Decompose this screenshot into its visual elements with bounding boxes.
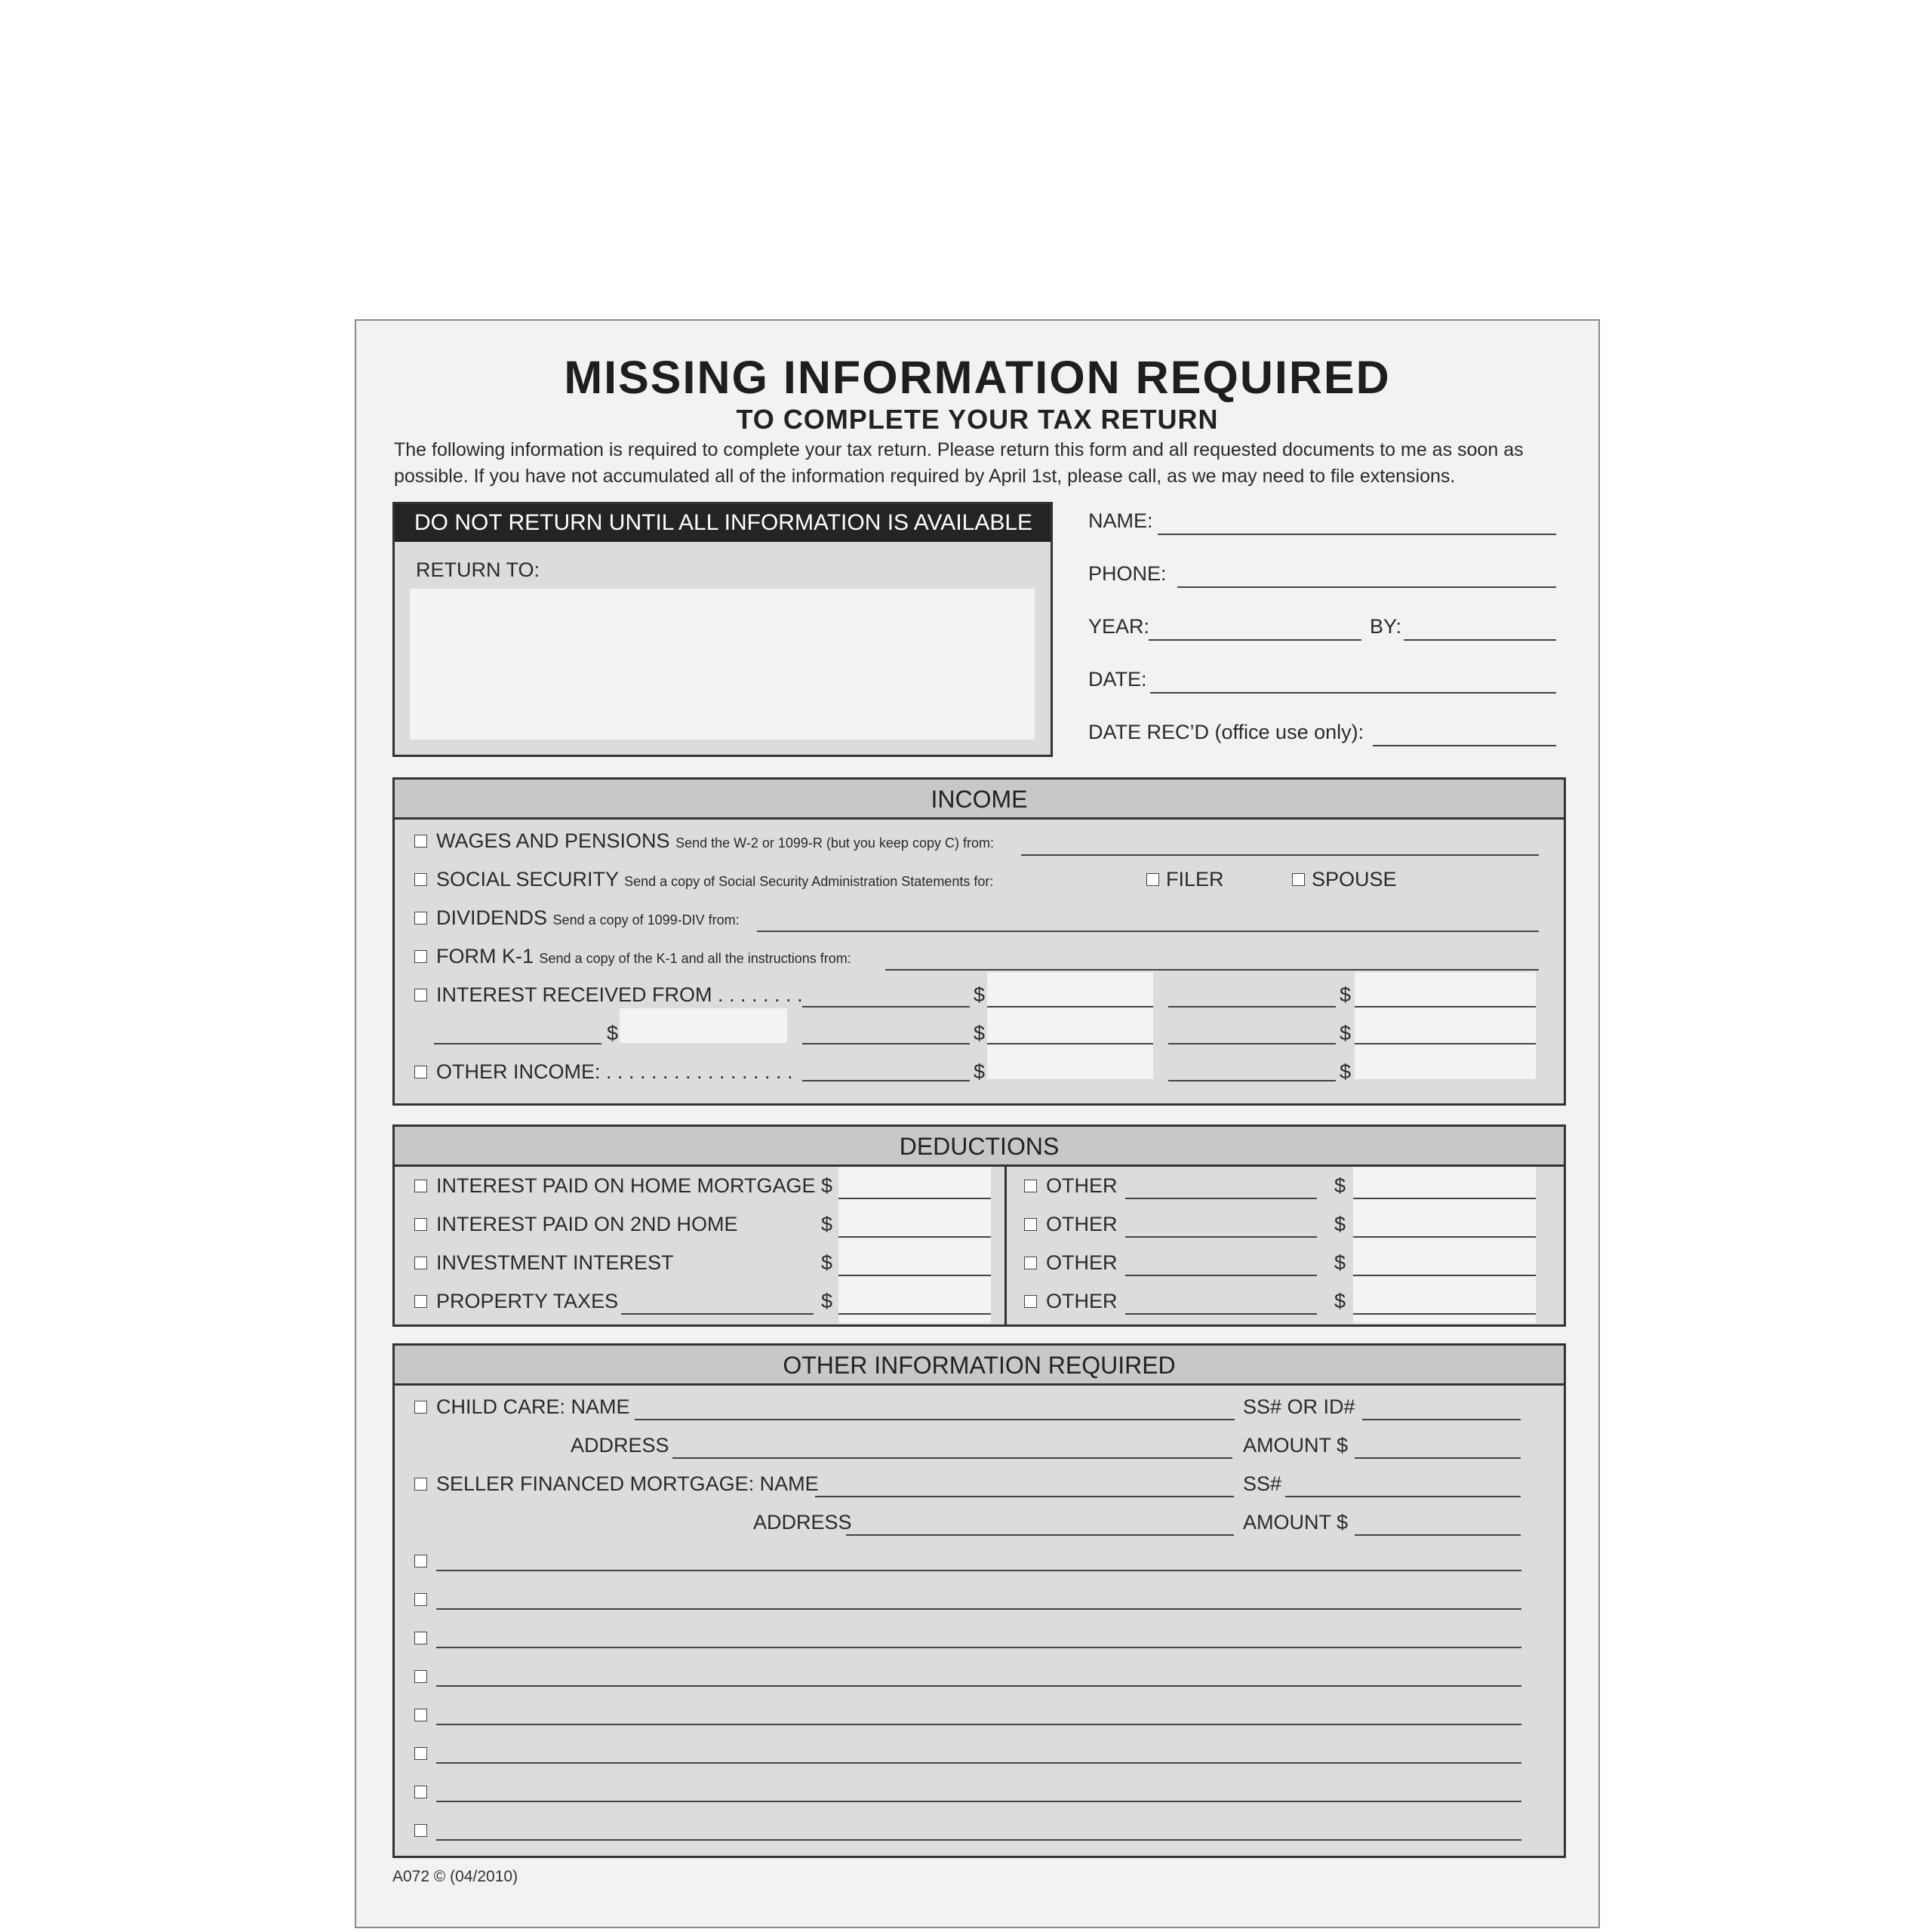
- dollar-sign: $: [1340, 1022, 1352, 1044]
- other-deduction-checkbox-4[interactable]: [1024, 1295, 1037, 1308]
- dollar-sign: $: [821, 1251, 833, 1274]
- dividends-line[interactable]: [757, 931, 1539, 932]
- blank-item-line[interactable]: [436, 1570, 1521, 1571]
- return-address-area[interactable]: [410, 589, 1035, 740]
- dollar-sign: $: [974, 1060, 986, 1083]
- return-to-box: [392, 502, 1053, 757]
- social-security-note: Send a copy of Social Security Administration Statements for:: [624, 874, 994, 889]
- other-info-heading: OTHER INFORMATION REQUIRED: [395, 1346, 1564, 1386]
- dollar-sign: $: [1334, 1213, 1346, 1235]
- second-home-label: INTEREST PAID ON 2ND HOME: [436, 1213, 738, 1235]
- other-deduction-label-1: OTHER: [1046, 1174, 1118, 1197]
- other-deduction-amount-3[interactable]: [1353, 1275, 1536, 1276]
- dollar-sign: $: [1334, 1290, 1346, 1312]
- interest-amount-col1[interactable]: [620, 1008, 787, 1043]
- phone-line[interactable]: [1177, 586, 1556, 588]
- dividends-label: DIVIDENDS: [436, 906, 548, 929]
- interest-amounts-col3[interactable]: [1355, 972, 1536, 1079]
- form-code: A072 © (04/2010): [392, 1868, 518, 1885]
- mortgage-interest-label: INTEREST PAID ON HOME MORTGAGE: [436, 1174, 816, 1197]
- name-line[interactable]: [1158, 534, 1556, 535]
- interest-payer-line-1[interactable]: [802, 1006, 970, 1008]
- other-deduction-label-3: OTHER: [1046, 1251, 1118, 1274]
- dollar-sign: $: [1340, 983, 1352, 1006]
- date-received-label: DATE REC’D (office use only):: [1088, 721, 1364, 743]
- seller-mortgage-checkbox[interactable]: [414, 1478, 427, 1491]
- form-title: MISSING INFORMATION REQUIRED: [564, 352, 1391, 403]
- form-subtitle: TO COMPLETE YOUR TAX RETURN: [736, 404, 1219, 435]
- k1-label: FORM K-1: [436, 945, 534, 968]
- seller-amount-line[interactable]: [1355, 1534, 1521, 1536]
- interest-amount-line-4[interactable]: [987, 1043, 1153, 1044]
- year-line[interactable]: [1149, 639, 1361, 641]
- investment-interest-checkbox[interactable]: [414, 1257, 427, 1269]
- child-care-address-line[interactable]: [672, 1457, 1232, 1459]
- property-taxes-label: PROPERTY TAXES: [436, 1290, 619, 1312]
- child-care-amount-label: AMOUNT $: [1243, 1434, 1349, 1457]
- blank-item-checkbox[interactable]: [414, 1786, 427, 1798]
- blank-item-line[interactable]: [436, 1801, 1521, 1802]
- seller-amount-label: AMOUNT $: [1243, 1511, 1349, 1534]
- social-security-label: SOCIAL SECURITY: [436, 868, 619, 891]
- interest-amount-line-5[interactable]: [1355, 1043, 1536, 1044]
- return-box-header: DO NOT RETURN UNTIL ALL INFORMATION IS AVAILABLE: [395, 504, 1051, 542]
- other-deduction-desc-4[interactable]: [1125, 1313, 1317, 1315]
- seller-address-line[interactable]: [846, 1534, 1234, 1536]
- other-income-checkbox[interactable]: [414, 1066, 427, 1078]
- dividends-checkbox[interactable]: [414, 912, 427, 924]
- other-deduction-checkbox-3[interactable]: [1024, 1257, 1037, 1269]
- interest-amount-line-1[interactable]: [987, 1006, 1153, 1008]
- mortgage-interest-line[interactable]: [838, 1198, 991, 1199]
- blank-item-line[interactable]: [436, 1762, 1521, 1764]
- interest-payer-line-3[interactable]: [434, 1043, 601, 1044]
- seller-ss-line[interactable]: [1285, 1496, 1521, 1497]
- investment-interest-label: INVESTMENT INTEREST: [436, 1251, 674, 1274]
- other-deduction-desc-2[interactable]: [1125, 1236, 1317, 1238]
- intro-text: The following information is required to complete your tax return. Please return this form and all requested documents to me as soon as possible. If you have not accumulated all of the information required by April 1st, please call, as we may need to file extensions.: [394, 439, 1524, 487]
- child-care-label: CHILD CARE: NAME: [436, 1395, 630, 1418]
- dollar-sign: $: [974, 983, 986, 1006]
- interest-checkbox[interactable]: [414, 989, 427, 1001]
- wages-checkbox[interactable]: [414, 835, 427, 848]
- by-label: BY:: [1370, 615, 1402, 638]
- social-security-checkbox[interactable]: [414, 873, 427, 886]
- seller-mortgage-name-line[interactable]: [815, 1496, 1234, 1497]
- dollar-sign: $: [1334, 1174, 1346, 1197]
- blank-item-checkbox[interactable]: [414, 1709, 427, 1721]
- date-received-line[interactable]: [1373, 745, 1556, 746]
- other-deduction-desc-1[interactable]: [1125, 1198, 1317, 1199]
- deductions-divider: [1004, 1164, 1007, 1327]
- interest-label: INTEREST RECEIVED FROM . . . . . . . .: [436, 983, 803, 1006]
- blank-item-line[interactable]: [436, 1647, 1521, 1648]
- dollar-sign: $: [821, 1213, 833, 1235]
- dollar-sign: $: [1334, 1251, 1346, 1274]
- interest-payer-line-5[interactable]: [1168, 1043, 1336, 1044]
- other-income-line-2[interactable]: [1168, 1080, 1336, 1081]
- by-line[interactable]: [1404, 639, 1556, 641]
- other-income-line-1[interactable]: [802, 1080, 970, 1081]
- dollar-sign: $: [821, 1290, 833, 1312]
- blank-item-line[interactable]: [436, 1724, 1521, 1725]
- interest-payer-line-2[interactable]: [1168, 1006, 1336, 1008]
- deductions-section: [392, 1124, 1566, 1327]
- name-label: NAME:: [1088, 509, 1153, 532]
- ss-or-id-label: SS# OR ID#: [1243, 1395, 1355, 1418]
- k1-note: Send a copy of the K-1 and all the instructions from:: [539, 951, 851, 966]
- other-deduction-amount-2[interactable]: [1353, 1236, 1536, 1238]
- wages-label: WAGES AND PENSIONS: [436, 829, 670, 852]
- property-taxes-line[interactable]: [838, 1313, 991, 1315]
- income-section: [392, 777, 1566, 1106]
- other-deduction-desc-3[interactable]: [1125, 1275, 1317, 1276]
- child-care-checkbox[interactable]: [414, 1401, 427, 1414]
- filer-checkbox[interactable]: [1146, 873, 1159, 886]
- investment-interest-line[interactable]: [838, 1275, 991, 1276]
- other-deduction-checkbox-2[interactable]: [1024, 1218, 1037, 1231]
- filer-label: FILER: [1166, 868, 1224, 891]
- interest-payer-line-4[interactable]: [802, 1043, 970, 1044]
- other-income-label: OTHER INCOME: . . . . . . . . . . . . . . . . .: [436, 1060, 793, 1083]
- spouse-label: SPOUSE: [1312, 868, 1397, 891]
- mortgage-interest-checkbox[interactable]: [414, 1180, 427, 1192]
- seller-ss-label: SS#: [1243, 1472, 1282, 1495]
- dividends-note: Send a copy of 1099-DIV from:: [552, 912, 740, 928]
- dollar-sign: $: [1340, 1060, 1352, 1083]
- child-care-id-line[interactable]: [1362, 1419, 1521, 1420]
- blank-item-checkbox[interactable]: [414, 1593, 427, 1606]
- deductions-right-amounts[interactable]: [1353, 1167, 1536, 1323]
- child-care-name-line[interactable]: [635, 1419, 1235, 1420]
- date-line[interactable]: [1150, 692, 1556, 694]
- blank-item-line[interactable]: [436, 1839, 1521, 1841]
- other-deduction-amount-1[interactable]: [1353, 1198, 1536, 1199]
- dollar-sign: $: [821, 1174, 833, 1197]
- property-taxes-checkbox[interactable]: [414, 1295, 427, 1308]
- dollar-sign: $: [607, 1022, 619, 1044]
- other-info-section: [392, 1343, 1566, 1858]
- deductions-heading: DEDUCTIONS: [395, 1127, 1564, 1167]
- wages-row: [436, 829, 994, 853]
- wages-line[interactable]: [1021, 854, 1539, 856]
- tax-form-page: [355, 319, 1600, 1928]
- interest-amounts-col2[interactable]: [987, 972, 1153, 1079]
- seller-address-label: ADDRESS: [753, 1511, 852, 1534]
- second-home-checkbox[interactable]: [414, 1218, 427, 1231]
- child-care-address-label: ADDRESS: [571, 1434, 669, 1457]
- wages-note: Send the W-2 or 1099-R (but you keep copy C) from:: [675, 835, 994, 851]
- spouse-checkbox[interactable]: [1292, 873, 1305, 886]
- child-care-amount-line[interactable]: [1355, 1457, 1521, 1459]
- date-label: DATE:: [1088, 668, 1147, 691]
- k1-checkbox[interactable]: [414, 950, 427, 963]
- other-deduction-amount-4[interactable]: [1353, 1313, 1536, 1315]
- dividends-row: [436, 906, 740, 930]
- blank-item-checkbox[interactable]: [414, 1555, 427, 1567]
- seller-mortgage-label: SELLER FINANCED MORTGAGE: NAME: [436, 1472, 819, 1495]
- dollar-sign: $: [974, 1022, 986, 1044]
- blank-item-checkbox[interactable]: [414, 1824, 427, 1837]
- blank-item-checkbox[interactable]: [414, 1670, 427, 1683]
- other-deduction-checkbox-1[interactable]: [1024, 1180, 1037, 1192]
- k1-row: [436, 945, 851, 968]
- k1-line[interactable]: [885, 969, 1539, 971]
- deductions-left-amounts[interactable]: [838, 1167, 991, 1323]
- blank-item-line[interactable]: [436, 1685, 1521, 1687]
- income-heading: INCOME: [395, 780, 1564, 820]
- interest-amount-line-2[interactable]: [1355, 1006, 1536, 1008]
- year-label: YEAR:: [1088, 615, 1150, 638]
- blank-item-checkbox[interactable]: [414, 1747, 427, 1760]
- blank-item-line[interactable]: [436, 1608, 1521, 1610]
- social-security-row: [436, 868, 993, 891]
- other-deduction-label-4: OTHER: [1046, 1290, 1118, 1312]
- other-deduction-label-2: OTHER: [1046, 1213, 1118, 1235]
- blank-item-checkbox[interactable]: [414, 1632, 427, 1644]
- return-to-label: RETURN TO:: [416, 558, 540, 581]
- phone-label: PHONE:: [1088, 562, 1167, 585]
- second-home-line[interactable]: [838, 1236, 991, 1238]
- property-taxes-desc-line[interactable]: [621, 1313, 814, 1315]
